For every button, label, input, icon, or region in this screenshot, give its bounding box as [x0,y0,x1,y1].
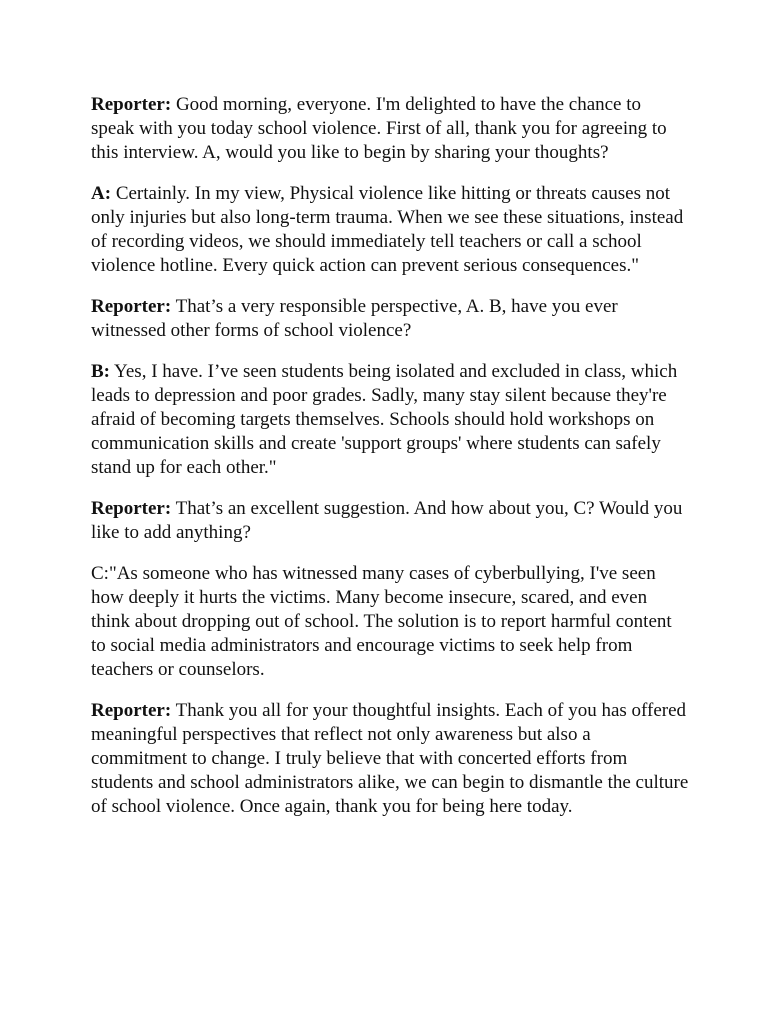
speaker-label: Reporter: [91,700,172,721]
paragraph-text: Certainly. In my view, Physical violence like hitting or threats causes not only injuries but also long-term trauma. When we see these situations, instead of recording videos, we should immediately tell teachers or call a school violence hotline. Every quick action can prevent serious consequences." [91,183,684,276]
paragraph-a-response [91,182,689,278]
paragraph-reporter-closing [91,699,689,819]
paragraph-text: Thank you all for your thoughtful insights. Each of you has offered meaningful perspectives that reflect not only awareness but also a commitment to change. I truly believe that with concerted efforts from students and school administrators alike, we can begin to dismantle the culture of school violence. Once again, thank you for being here today. [91,700,689,817]
paragraph-reporter-opening [91,93,689,165]
interview-document [91,93,689,836]
paragraph-text: Good morning, everyone. I'm delighted to have the chance to speak with you today school violence. First of all, thank you for agreeing to this interview. A, would you like to begin by sharing your thoughts? [91,94,667,163]
paragraph-b-response [91,360,689,480]
paragraph-text: That’s an excellent suggestion. And how about you, C? Would you like to add anything? [91,498,683,543]
speaker-label: Reporter: [91,498,172,519]
paragraph-text: Yes, I have. I’ve seen students being isolated and excluded in class, which leads to depression and poor grades. Sadly, many stay silent because they're afraid of becoming targets themselves. Schools should hold workshops on communication skills and create 'support groups' where students can safely stand up for each other." [91,361,678,478]
speaker-label: B: [91,361,110,382]
speaker-label: Reporter: [91,94,172,115]
paragraph-text: That’s a very responsible perspective, A. B, have you ever witnessed other forms of school violence? [91,296,618,341]
speaker-label: Reporter: [91,296,172,317]
paragraph-reporter-to-c [91,497,689,545]
paragraph-reporter-to-b [91,295,689,343]
paragraph-text: C:"As someone who has witnessed many cases of cyberbullying, I've seen how deeply it hurts the victims. Many become insecure, scared, and even think about dropping out of school. The solution is to report harmful content to social media administrators and encourage victims to seek help from teachers or counselors. [91,563,672,680]
speaker-label: A: [91,183,112,204]
paragraph-c-response [91,562,689,682]
